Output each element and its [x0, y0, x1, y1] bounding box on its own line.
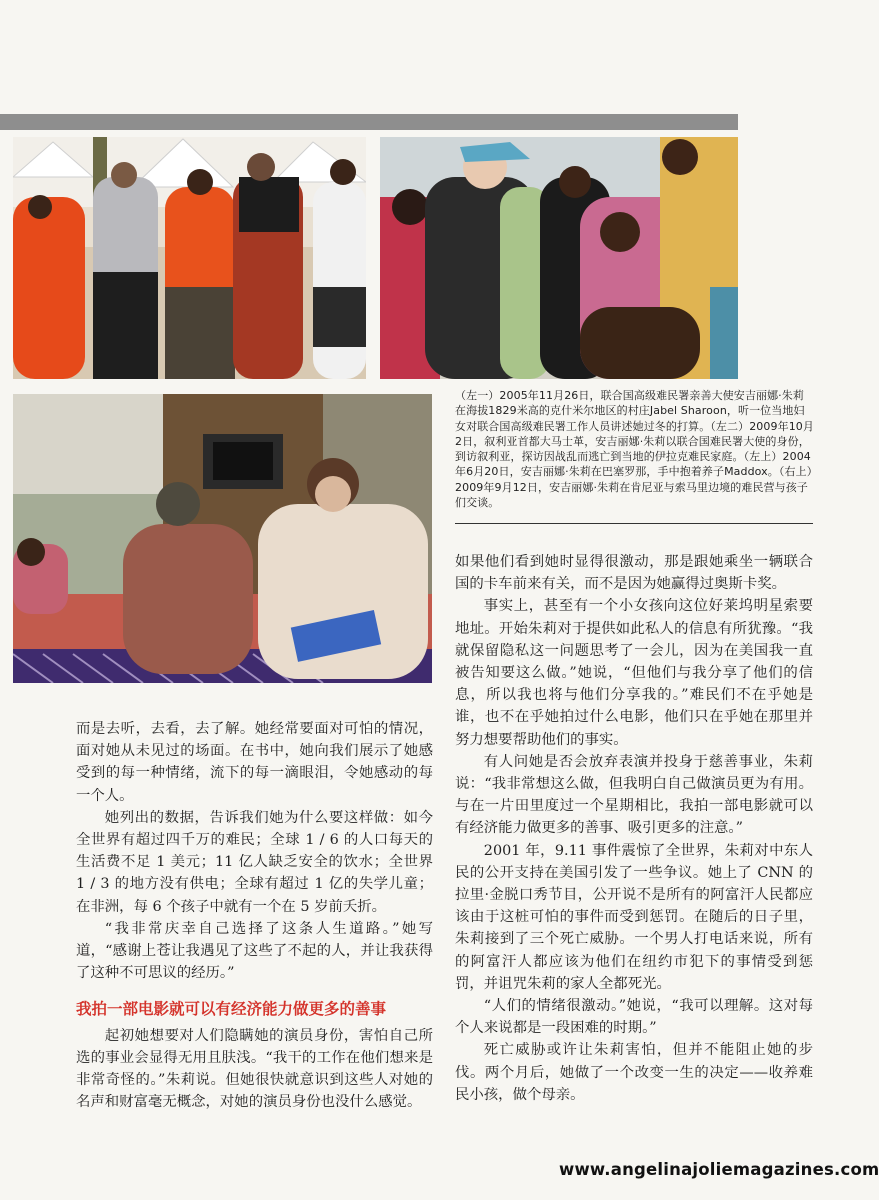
photo-syria-family: [13, 394, 432, 683]
paragraph: 2001 年，9.11 事件震惊了全世界，朱莉对中东人民的公开支持在美国引发了一些争议。她上了 CNN 的拉里·金脱口秀节目，公开说不是所有的阿富汗人民都应该由于这桩可怕的事件而受到惩罚。在随后的日子里，朱莉接到了三个死亡威胁。一个男人打电话来说，所有的阿富汗人都应该为他们在纽约市犯下的事情受到惩罚，并诅咒朱莉的家人全都死光。: [455, 842, 813, 992]
paragraph: 有人问她是否会放弃表演并投身于慈善事业，朱莉说：“我非常想这么做，但我明白自己做演员更为有用。与在一片田里度过一个星期相比，我拍一部电影就可以有经济能力做更多的善事、吸引更多的注意。”: [455, 753, 813, 837]
paragraph: 起初她想要对人们隐瞒她的演员身份，害怕自己所选的事业会显得无用且肤浅。“我干的工作在他们想来是非常奇怪的。”朱莉说。但她很快就意识到这些人对她的名声和财富毫无概念，对她的演员身份也没什么感觉。: [76, 1027, 433, 1111]
paragraph: 死亡威胁或许让朱莉害怕，但并不能阻止她的步伐。两个月后，她做了一个改变一生的决定——收养难民小孩，做个母亲。: [455, 1042, 813, 1103]
photo-barcelona: [13, 137, 366, 379]
paragraph: 事实上，甚至有一个小女孩向这位好莱坞明星索要地址。开始朱莉对于提供如此私人的信息有所犹豫。“我就保留隐私这一问题思考了一会儿，因为在美国我一直被告知要这么做。”她说，“但他们与我分享了他们的信息，所以我也将与他们分享我的。”难民们不在乎她是谁，也不在乎她拍过什么电影，他们只在乎她在那里并努力想要帮助他们的事实。: [455, 598, 813, 748]
paragraph: 如果他们看到她时显得很激动，那是跟她乘坐一辆联合国的卡车前来有关，而不是因为她赢得过奥斯卡奖。: [455, 554, 813, 593]
header-bar: [0, 114, 738, 130]
paragraph: 而是去听，去看，去了解。她经常要面对可怕的情况，面对她从未见过的场面。在书中，她向我们展示了她感受到的每一种情绪，流下的每一滴眼泪，令她感动的每一个人。: [76, 721, 433, 804]
article-column-left: [76, 718, 433, 1113]
paragraph: “人们的情绪很激动。”她说，“我可以理解。这对每个人来说都是一段困难的时期。”: [455, 998, 813, 1037]
paragraph: 她列出的数据，告诉我们她为什么要这样做：如今全世界有超过四千万的难民；全球 1 / 6 的人口每天的生活费不足 1 美元；11 亿人缺乏安全的饮水；全世界 1 / 3 的地方没有供电；全球有超过 1 亿的失学儿童；在非洲，每 6 个孩子中就有一个在 5 岁前夭折。: [76, 809, 433, 915]
photo-kenya-camp: [380, 137, 738, 379]
caption-divider: [455, 523, 813, 524]
article-column-right: [455, 551, 813, 1106]
photo-caption: （左一）2005年11月26日，联合国高级难民署亲善大使安吉丽娜·朱莉在海拔1829米高的克什米尔地区的村庄Jabel Sharoon，听一位当地妇女对联合国高级难民署工作人员讲述她过冬的打算。（左二）2009年10月2日，叙利亚首都大马士革，安吉丽娜·朱莉以联合国难民署大使的身份，到访叙利亚，探访因战乱而逃亡到当地的伊拉克难民家庭。（左上）2004年6月20日，安吉丽娜·朱莉在巴塞罗那，手中抱着养子Maddox。（右上）2009年9月12日，安吉丽娜·朱莉在肯尼亚与索马里边境的难民营与孩子们交谈。: [455, 389, 814, 510]
paragraph: “我非常庆幸自己选择了这条人生道路。”她写道，“感谢上苍让我遇见了这些了不起的人，并让我获得了这种不可思议的经历。”: [76, 920, 433, 982]
website-url[interactable]: www.angelinajoliemagazines.com: [559, 1160, 879, 1179]
section-heading: 我拍一部电影就可以有经济能力做更多的善事: [76, 1000, 387, 1019]
